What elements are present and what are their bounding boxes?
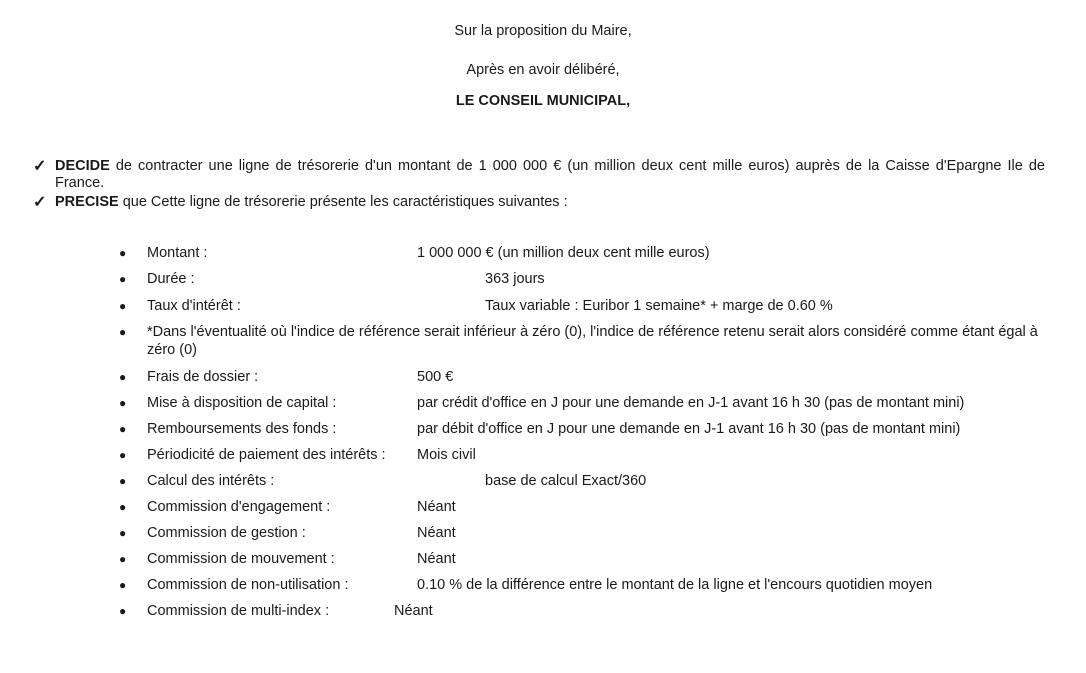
bullet-icon: ●	[119, 299, 127, 313]
condition-value: Néant	[394, 603, 433, 619]
condition-label: Commission de multi-index :	[147, 603, 330, 619]
condition-label: Commission de mouvement :	[147, 551, 335, 567]
condition-taux	[119, 297, 833, 315]
condition-label: Calcul des intérêts :	[147, 473, 275, 489]
condition-value: 0.10 % de la différence entre le montant de la ligne et l'encours quotidien moyen	[417, 577, 933, 593]
condition-engagement	[119, 498, 456, 516]
decision-text: que Cette ligne de trésorerie présente les caractéristiques suivantes :	[118, 194, 568, 210]
condition-label: Montant :	[147, 245, 208, 261]
condition-value: Néant	[417, 551, 456, 567]
condition-label: *Dans l'éventualité où l'indice de référence serait inférieur à zéro (0), l'indice de référence retenu serait alors considéré comme étant égal à zéro (0)	[147, 324, 1038, 358]
condition-label: Frais de dossier :	[147, 369, 259, 385]
bullet-icon: ●	[119, 325, 127, 339]
bullet-icon: ●	[119, 246, 127, 260]
condition-label: Durée :	[147, 271, 195, 287]
bullet-icon: ●	[119, 396, 127, 410]
checkmark-icon: ✓	[33, 158, 47, 175]
condition-duree	[119, 270, 545, 288]
condition-remboursements	[119, 420, 961, 438]
condition-label: Remboursements des fonds :	[147, 421, 337, 437]
condition-label: Taux d'intérêt :	[147, 298, 241, 314]
condition-multi-index	[119, 602, 433, 620]
decision-keyword: PRECISE	[55, 194, 119, 210]
decision-keyword: DECIDE	[55, 158, 110, 174]
condition-value: 363 jours	[485, 271, 545, 287]
condition-periodicite	[119, 446, 476, 464]
condition-value: Mois civil	[417, 447, 476, 463]
bullet-icon: ●	[119, 272, 127, 286]
condition-value: 500 €	[417, 369, 454, 385]
condition-mouvement	[119, 550, 456, 568]
condition-label: Mise à disposition de capital :	[147, 395, 337, 411]
bullet-icon: ●	[119, 500, 127, 514]
bullet-icon: ●	[119, 526, 127, 540]
intro-proposal-line: Sur la proposition du Maire,	[454, 23, 632, 39]
condition-label: Commission d'engagement :	[147, 499, 331, 515]
intro-deliberation-line: Après en avoir délibéré,	[466, 62, 620, 78]
bullet-icon: ●	[119, 370, 127, 384]
bullet-icon: ●	[119, 422, 127, 436]
condition-value: Taux variable : Euribor 1 semaine* + marge de 0.60 %	[485, 298, 833, 314]
condition-label: Périodicité de paiement des intérêts :	[147, 447, 386, 463]
condition-value: base de calcul Exact/360	[485, 473, 647, 489]
condition-non-utilisation	[119, 576, 933, 594]
bullet-icon: ●	[119, 474, 127, 488]
bullet-icon: ●	[119, 604, 127, 618]
condition-mise-disposition	[119, 394, 965, 412]
condition-value: Néant	[417, 499, 456, 515]
condition-value: par crédit d'office en J pour une demande en J-1 avant 16 h 30 (pas de montant mini)	[417, 395, 965, 411]
council-heading: LE CONSEIL MUNICIPAL,	[455, 93, 631, 109]
condition-gestion	[119, 524, 456, 542]
decision-text: de contracter une ligne de trésorerie d'un montant de 1 000 000 € (un million deux cent mille euros) auprès de la Caisse d'Epargne Ile de France.	[55, 158, 1045, 191]
bullet-icon: ●	[119, 552, 127, 566]
condition-montant	[119, 244, 710, 262]
condition-note-euribor	[119, 323, 1042, 359]
bullet-icon: ●	[119, 448, 127, 462]
condition-label: Commission de non-utilisation :	[147, 577, 349, 593]
checkmark-icon: ✓	[33, 194, 47, 211]
condition-value: 1 000 000 € (un million deux cent mille euros)	[417, 245, 710, 261]
condition-calcul	[119, 472, 647, 490]
condition-label: Commission de gestion :	[147, 525, 306, 541]
condition-value: par débit d'office en J pour une demande en J-1 avant 16 h 30 (pas de montant mini)	[417, 421, 961, 437]
condition-frais	[119, 368, 454, 386]
bullet-icon: ●	[119, 578, 127, 592]
condition-value: Néant	[417, 525, 456, 541]
